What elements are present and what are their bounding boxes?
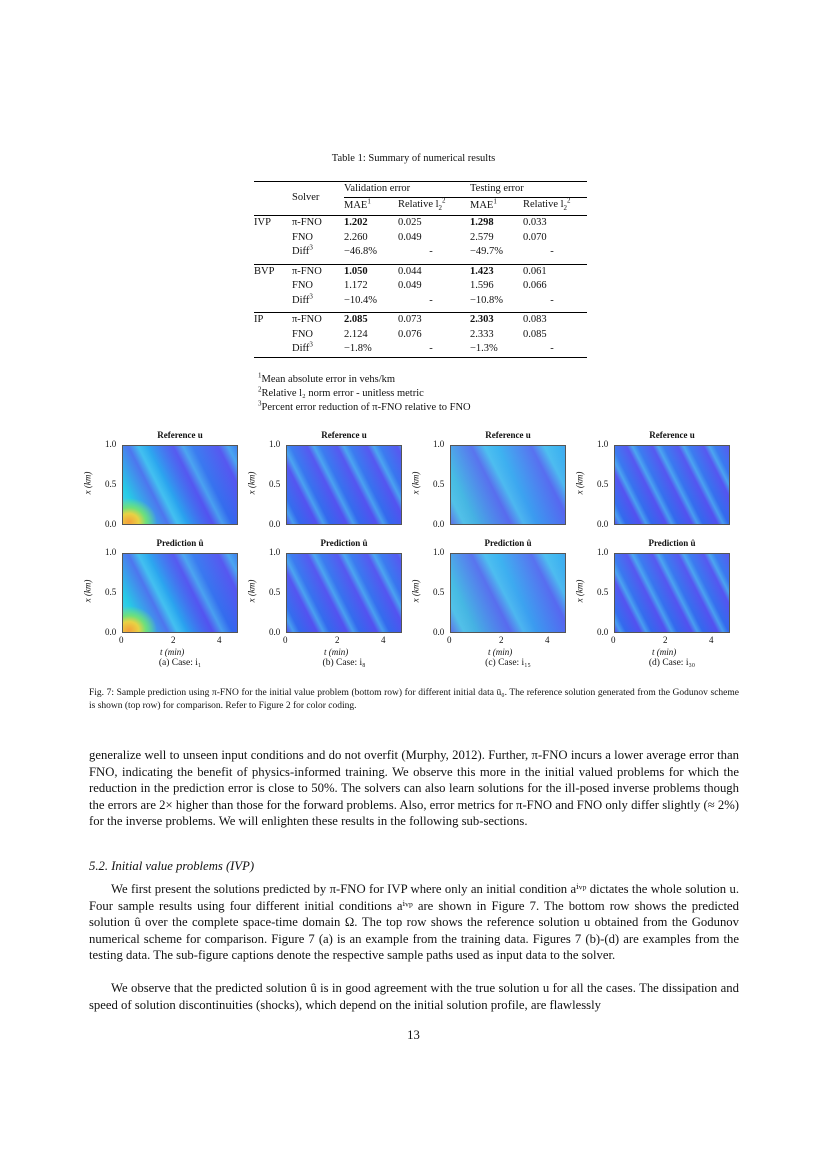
heatmap-panel: [286, 445, 402, 525]
x-axis-label: t (min): [652, 647, 677, 657]
y-tick-label: 1.0: [105, 439, 117, 449]
page-number: 13: [407, 1028, 420, 1042]
table-cell-t-mae: 2.303: [470, 313, 523, 328]
header-v-rel: Relative $l_2^2$: [398, 196, 446, 212]
panel-title-reference: Reference u: [649, 430, 695, 440]
table-solver: FNO: [292, 328, 314, 340]
panel-title-prediction: Prediction û: [156, 538, 204, 548]
section-heading: 5.2. Initial value problems (IVP): [89, 859, 255, 873]
table-cell-t-mae: −10.8%: [470, 294, 504, 306]
y-tick-label: 0.5: [269, 479, 281, 489]
y-tick-label: 0.5: [597, 587, 609, 597]
x-tick-label: 2: [663, 635, 668, 645]
table-caption: Table 1: Summary of numerical results: [331, 153, 496, 164]
x-axis-label: t (min): [324, 647, 349, 657]
heatmap-panel: [450, 553, 566, 633]
table-footnote-1: $^1$Mean absolute error in vehs/km: [258, 371, 396, 385]
y-tick-label: 0.0: [597, 519, 609, 529]
y-axis-label: x (km): [574, 471, 585, 495]
table-cell-v-mae: 1.202: [344, 216, 398, 231]
table-cell-t-rel: 0.066: [523, 280, 547, 292]
table-cell-t-mae: −49.7%: [470, 246, 504, 258]
y-tick-label: 0.0: [269, 627, 281, 637]
x-tick-label: 0: [447, 635, 452, 645]
table-cell-t-mae: 1.596: [470, 280, 494, 292]
y-tick-label: 0.0: [105, 627, 117, 637]
panel-title-reference: Reference u: [485, 430, 531, 440]
table-solver: π-FNO: [292, 313, 344, 328]
heatmap-panel: [614, 445, 730, 525]
table-cell-t-rel: 0.033: [523, 216, 587, 231]
table-cell-t-mae: 2.579: [470, 231, 494, 243]
table-footnote-3: $^3$Percent error reduction of π-FNO relative to FNO: [258, 399, 471, 413]
table-cell-t-rel: 0.083: [523, 313, 587, 328]
table-cell-v-rel: 0.073: [398, 313, 470, 328]
table-cell-v-mae: 2.124: [344, 328, 368, 340]
heatmap-panel: [450, 445, 566, 525]
table-solver: π-FNO: [292, 216, 344, 231]
y-axis-label: x (km): [246, 471, 257, 495]
table-group-label: BVP: [254, 264, 292, 279]
heatmap-panel: [286, 553, 402, 633]
y-axis-label: x (km): [574, 579, 585, 603]
x-tick-label: 0: [611, 635, 616, 645]
table-cell-v-mae: 1.050: [344, 264, 398, 279]
table-cell-t-mae: 2.333: [470, 328, 494, 340]
heatmap-panel: [614, 553, 730, 633]
table-cell-t-rel: -: [550, 294, 554, 306]
table-group-label: IP: [254, 313, 292, 328]
table-solver: Diff$^3$: [292, 292, 313, 306]
header-t-mae: MAE$^1$: [470, 197, 497, 212]
table-cell-v-rel: 0.044: [398, 264, 470, 279]
table-cell-v-rel: 0.049: [398, 280, 422, 292]
table-cell-t-rel: -: [550, 246, 554, 258]
y-tick-label: 1.0: [105, 547, 117, 557]
subfigure-caption: (a) Case: i₁: [158, 658, 202, 668]
y-tick-label: 1.0: [433, 439, 445, 449]
y-tick-label: 0.5: [105, 587, 117, 597]
x-tick-label: 0: [119, 635, 124, 645]
table-cell-t-rel: 0.085: [523, 328, 547, 340]
y-tick-label: 1.0: [597, 547, 609, 557]
heatmap-panel: [122, 445, 238, 525]
y-tick-label: 0.0: [433, 519, 445, 529]
table-cell-t-rel: 0.061: [523, 264, 587, 279]
panel-title-prediction: Prediction û: [320, 538, 368, 548]
table-cell-v-rel: 0.049: [398, 231, 422, 243]
panel-title-prediction: Prediction û: [484, 538, 532, 548]
table-solver: FNO: [292, 231, 314, 243]
x-axis-label: t (min): [160, 647, 185, 657]
y-axis-label: x (km): [82, 579, 93, 603]
table-cell-t-rel: 0.070: [523, 231, 547, 243]
y-tick-label: 1.0: [269, 547, 281, 557]
x-tick-label: 4: [381, 635, 386, 645]
x-tick-label: 0: [283, 635, 288, 645]
y-tick-label: 0.5: [433, 587, 445, 597]
table-cell-v-rel: -: [429, 294, 433, 306]
y-axis-label: x (km): [246, 579, 257, 603]
x-tick-label: 2: [499, 635, 504, 645]
table-cell-t-mae: −1.3%: [470, 342, 523, 357]
header-testing: Testing error: [470, 182, 587, 198]
x-tick-label: 4: [545, 635, 550, 645]
header-v-mae: MAE$^1$: [344, 197, 371, 212]
paragraph-3: We observe that the predicted solution û is in good agreement with the true solution u for all the cases. The dissipation and speed of solution discontinuities (shocks), which depend on the initial solution profile, are flawlessly: [89, 981, 739, 1012]
x-tick-label: 2: [335, 635, 340, 645]
paragraph-1: generalize well to unseen input conditions and do not overfit (Murphy, 2012). Further, π-FNO incurs a lower average error than FNO, indicating the benefit of physics-informed training. We observe this more in the initial valued problems for which the reduction in the prediction error is close to 50%. The solvers can also learn solutions for the ill-posed inverse problems though the errors are 2× higher than those for the forward problems. Also, error metrics for π-FNO and FNO only differ slightly (≈ 2%) for the inverse problems. We will enlighten these results in the following sub-sections.: [89, 748, 739, 829]
table-cell-v-mae: 2.085: [344, 313, 398, 328]
y-tick-label: 0.5: [105, 479, 117, 489]
subfigure-caption: (c) Case: i₁₅: [485, 658, 531, 668]
panel-title-prediction: Prediction û: [648, 538, 696, 548]
table-group-label: IVP: [254, 216, 292, 231]
table-cell-v-rel: 0.076: [398, 328, 422, 340]
subfigure-caption: (d) Case: i₃₀: [648, 658, 696, 668]
y-tick-label: 0.5: [433, 479, 445, 489]
table-cell-v-mae: 1.172: [344, 280, 368, 292]
y-tick-label: 0.0: [269, 519, 281, 529]
table-solver: Diff$^3$: [292, 243, 313, 258]
table-solver: π-FNO: [292, 264, 344, 279]
x-tick-label: 2: [171, 635, 176, 645]
heatmap-panel: [122, 553, 238, 633]
table-cell-v-mae: 2.260: [344, 231, 368, 243]
table-cell-v-mae: −1.8%: [344, 342, 398, 357]
x-axis-label: t (min): [488, 647, 513, 657]
table-cell-t-mae: 1.298: [470, 216, 523, 231]
header-validation: Validation error: [344, 182, 470, 198]
table-cell-v-rel: 0.025: [398, 216, 470, 231]
y-tick-label: 1.0: [433, 547, 445, 557]
table-footnote-2: $^2$Relative l₂ norm error - unitless metric: [258, 385, 424, 399]
y-tick-label: 0.5: [269, 587, 281, 597]
panel-title-reference: Reference u: [321, 430, 367, 440]
y-tick-label: 0.0: [433, 627, 445, 637]
y-tick-label: 0.0: [105, 519, 117, 529]
x-tick-label: 4: [709, 635, 714, 645]
table-solver: FNO: [292, 280, 314, 292]
y-tick-label: 0.5: [597, 479, 609, 489]
subfigure-caption: (b) Case: i₈: [322, 658, 366, 668]
x-tick-label: 4: [217, 635, 222, 645]
y-axis-label: x (km): [410, 471, 421, 495]
y-tick-label: 1.0: [597, 439, 609, 449]
table-cell-t-rel: -: [523, 342, 587, 357]
table-solver: Diff$^3$: [292, 342, 344, 357]
paragraph-2: We first present the solutions predicted by π-FNO for IVP where only an initial condition aⁱᵛᵖ dictates the whole solution u. Four sample results using four different initial conditions aⁱᵛᵖ are shown in Figure 7. The bottom row shows the predicted solution û over the complete space-time domain Ω. The top row shows the reference solution u obtained from the Godunov numerical scheme for comparison. Figure 7 (a) is an example from the training data. Figures 7 (b)-(d) are examples from the testing data. The sub-figure captions denote the respective sample paths used as input data to the solver.: [89, 882, 739, 963]
y-axis-label: x (km): [82, 471, 93, 495]
table-cell-v-mae: −46.8%: [344, 246, 378, 258]
header-solver: Solver: [292, 182, 344, 216]
figure-caption: Fig. 7: Sample prediction using π-FNO for the initial value problem (bottom row) for different initial data ū₀. The reference solution generated from the Godunov scheme is shown (top row) for comparison. Refer to Figure 2 for color coding.: [89, 688, 739, 711]
table-cell-v-rel: -: [398, 342, 470, 357]
y-tick-label: 1.0: [269, 439, 281, 449]
table-cell-t-mae: 1.423: [470, 264, 523, 279]
y-axis-label: x (km): [410, 579, 421, 603]
y-tick-label: 0.0: [597, 627, 609, 637]
panel-title-reference: Reference u: [157, 430, 203, 440]
table-cell-v-rel: -: [429, 246, 433, 258]
table-cell-v-mae: −10.4%: [344, 294, 378, 306]
header-t-rel: Relative $l_2^2$: [523, 196, 571, 212]
